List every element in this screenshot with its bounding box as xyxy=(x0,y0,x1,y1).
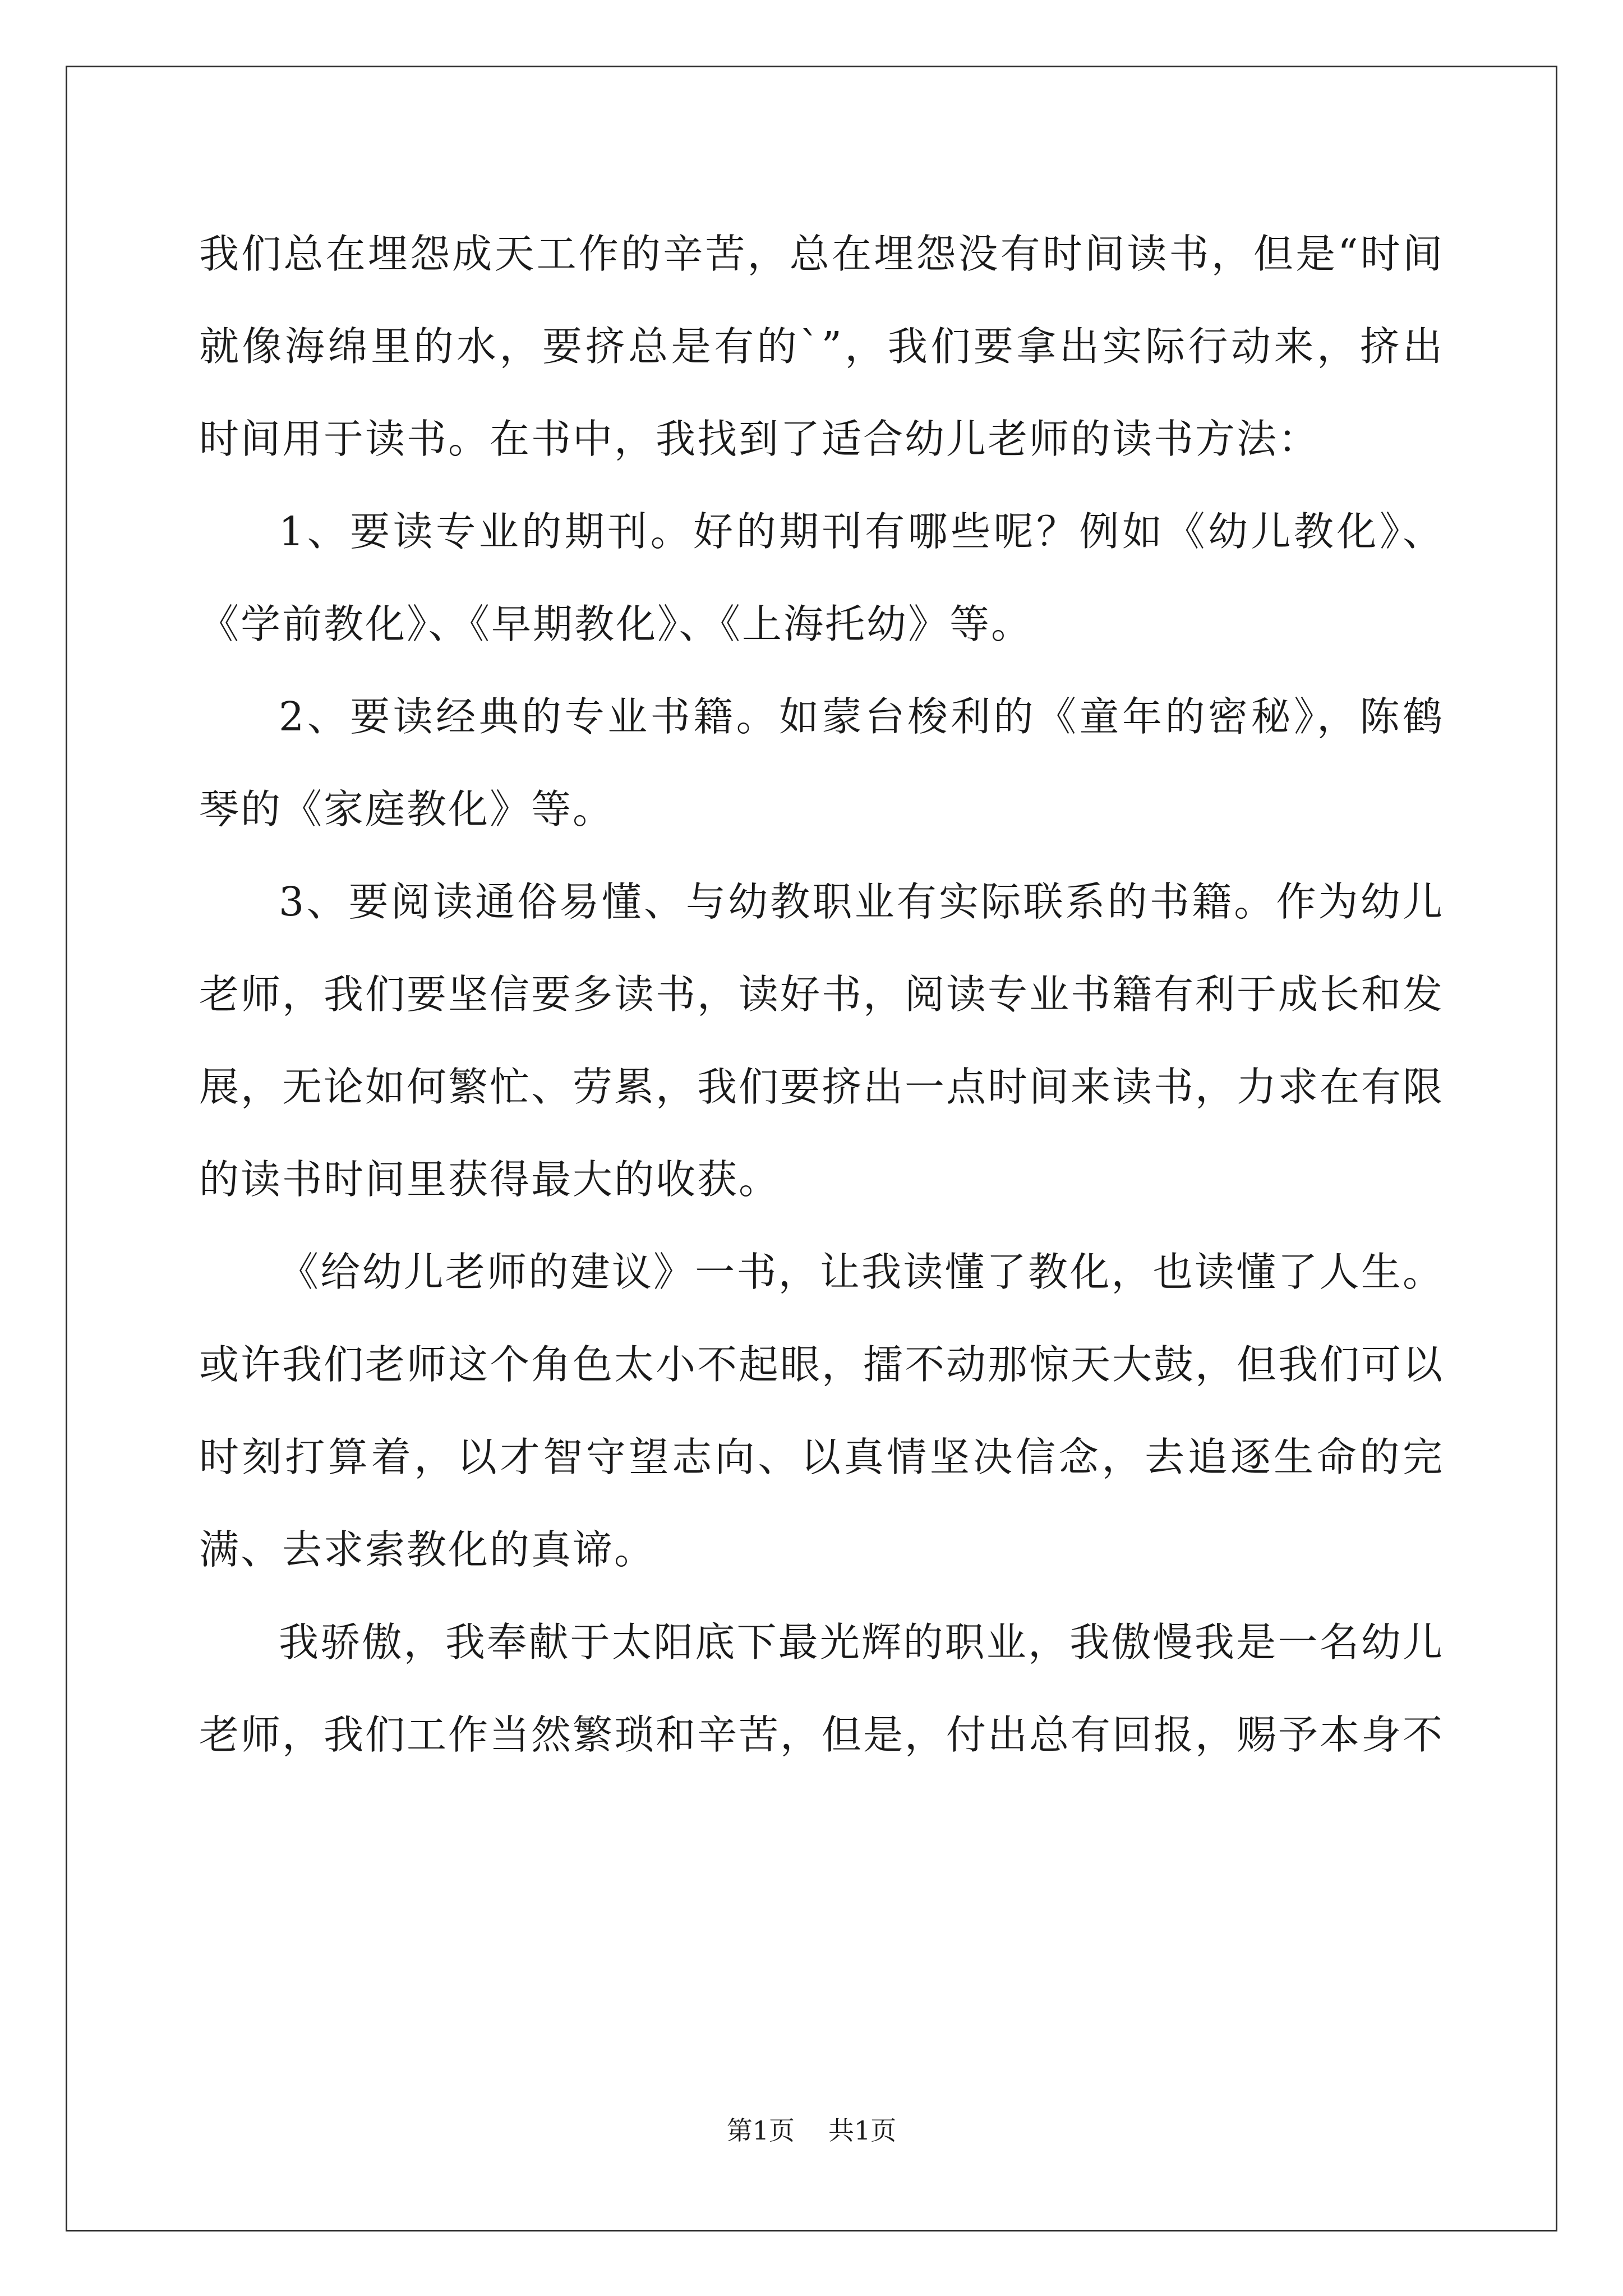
paragraph-closing: 我骄傲，我奉献于太阳底下最光辉的职业，我傲慢我是一名幼儿老师，我们工作当然繁琐和辛苦，但是，付出总有回报，赐予本身不 xyxy=(199,1619,1445,1758)
total-page-count: 共1页 xyxy=(828,2115,897,2146)
paragraph-book-reflection: 《给幼儿老师的建议》一书，让我读懂了教化，也读懂了人生。或许我们老师这个角色太小不起眼，擂不动那惊天大鼓，但我们可以时刻打算着，以才智守望志向、以真情坚决信念，去追逐生命的完满、去求索教化的真谛。 xyxy=(199,1249,1445,1573)
document-body xyxy=(199,208,1444,1781)
paragraph-intro: 我们总在埋怨成天工作的辛苦，总在埋怨没有时间读书，但是“时间就像海绵里的水，要挤总是有的`”，我们要拿出实际行动来，挤出时间用于读书。在书中，我找到了适合幼儿老师的读书方法： xyxy=(199,231,1444,462)
paragraph-item-1: 1、要读专业的期刊。好的期刊有哪些呢？例如《幼儿教化》、《学前教化》、《早期教化》、《上海托幼》等。 xyxy=(199,508,1444,647)
current-page-number: 第1页 xyxy=(726,2115,795,2146)
page-footer xyxy=(0,2114,1623,2147)
paragraph-item-2: 2、要读经典的专业书籍。如蒙台梭利的《童年的密秘》，陈鹤琴的《家庭教化》等。 xyxy=(199,693,1444,832)
paragraph-item-3: 3、要阅读通俗易懂、与幼教职业有实际联系的书籍。作为幼儿老师，我们要坚信要多读书，读好书，阅读专业书籍有利于成长和发展，无论如何繁忙、劳累，我们要挤出一点时间来读书，力求在有限的读书时间里获得最大的收获。 xyxy=(199,878,1445,1203)
